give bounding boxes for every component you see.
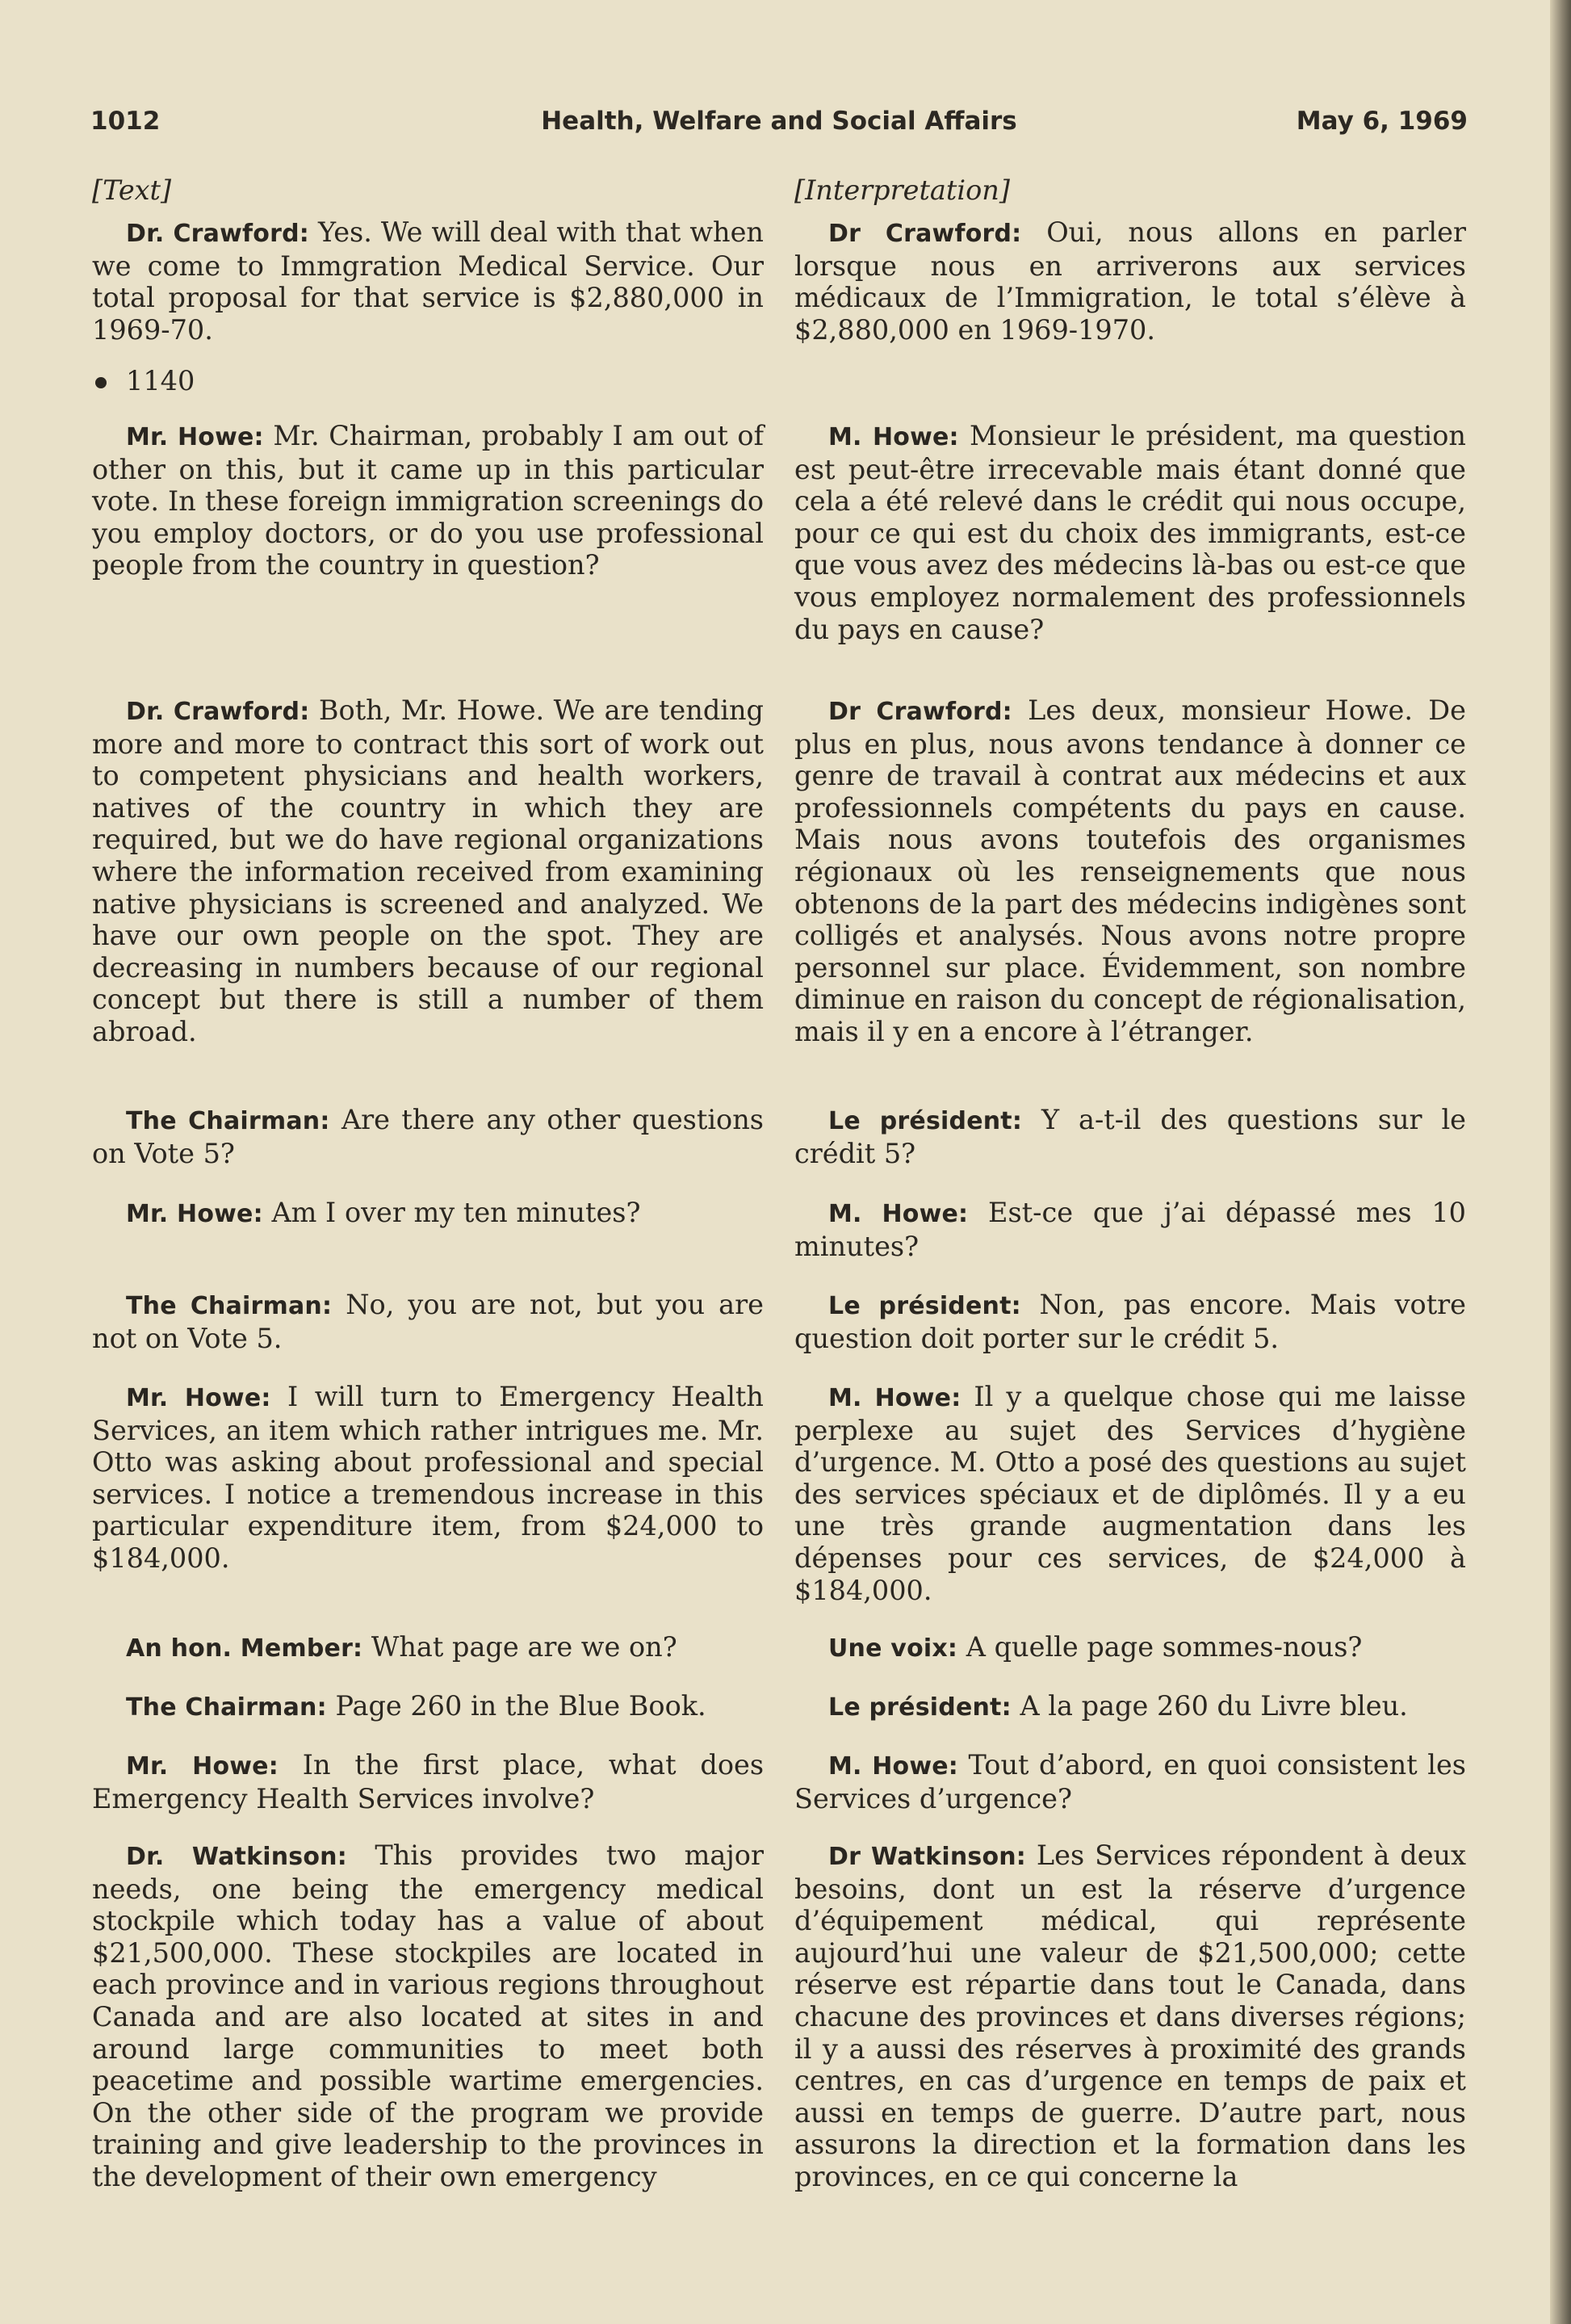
paragraph-text: No, you are not, but you are not on Vote 5. bbox=[92, 1289, 764, 1354]
speaker-label: M. Howe: bbox=[828, 423, 959, 451]
paragraph-text: Les Services répondent à deux besoins, dont un est la réserve d’urgence d’équipement médical, qui représente aujourd’hui une valeur de $21,500,000; cette réserve est répartie dans tout le Canada, dans chacune des provinces et dans diverses régions; il y a aussi des réserves à proximité des grands centres, en cas d’urgence en temps de paix et aussi en temps de guerre. D’autre part, nous assurons la direction et la formation dans les provinces, en ce qui concerne la bbox=[794, 1839, 1467, 2192]
paragraph-text: Tout d’abord, en quoi consistent les Services d’urgence? bbox=[794, 1749, 1466, 1814]
paragraph bbox=[794, 1104, 1466, 1169]
paragraph bbox=[92, 1381, 764, 1575]
speaker-label: Dr. Crawford: bbox=[126, 220, 309, 248]
running-title: Health, Welfare and Social Affairs bbox=[541, 107, 1017, 136]
speaker-label: Mr. Howe: bbox=[126, 423, 264, 451]
paragraph-text: Monsieur le président, ma question est peut-être irrecevable mais étant donné que cela a été relevé dans le crédit qui nous occupe, pour ce qui est du choix des immigrants, est-ce que vous avez des médecins là-bas ou est-ce que vous employez normalement des professionnels du pays en cause? bbox=[794, 420, 1467, 645]
paragraph bbox=[92, 1690, 764, 1724]
speaker-label: M. Howe: bbox=[828, 1752, 958, 1781]
time-marker-text: 1140 bbox=[126, 365, 195, 396]
paragraph-text: Yes. We will deal with that when we come to Immgration Medical Service. Our total proposal for that service is $2,880,000 in 1969-70. bbox=[92, 216, 765, 346]
paragraph-text: A la page 260 du Livre bleu. bbox=[1020, 1690, 1408, 1722]
speaker-label: Le président: bbox=[828, 1693, 1012, 1722]
speaker-label: Dr Crawford: bbox=[828, 698, 1012, 726]
speaker-label: M. Howe: bbox=[828, 1384, 961, 1412]
paragraph bbox=[92, 1104, 764, 1169]
section-label: [Text] bbox=[92, 174, 172, 206]
time-marker bbox=[95, 365, 767, 397]
speaker-label: Mr. Howe: bbox=[126, 1384, 271, 1412]
paragraph-text: Both, Mr. Howe. We are tending more and more to contract this sort of work out to competent physicians and health workers, natives of the country in which they are required, but we do have regional organizations where the information received from examining native physicians is screened and analyzed. We have our own people on the spot. They are decreasing in numbers because of our regional concept but there is still a number of them abroad. bbox=[92, 694, 765, 1047]
speaker-label: Dr Crawford: bbox=[828, 220, 1022, 248]
paragraph bbox=[794, 1631, 1466, 1665]
paragraph-text: Are there any other questions on Vote 5? bbox=[92, 1104, 764, 1169]
paragraph bbox=[794, 1839, 1466, 2193]
speaker-label: An hon. Member: bbox=[126, 1634, 363, 1663]
paragraph-text: Page 260 in the Blue Book. bbox=[335, 1690, 706, 1722]
paragraph bbox=[794, 694, 1466, 1048]
page-edge bbox=[1550, 0, 1571, 2324]
speaker-label: The Chairman: bbox=[126, 1107, 330, 1135]
speaker-label: Mr. Howe: bbox=[126, 1200, 263, 1228]
speaker-label: M. Howe: bbox=[828, 1200, 969, 1228]
speaker-label: Une voix: bbox=[828, 1634, 958, 1663]
speaker-label: Mr. Howe: bbox=[126, 1752, 279, 1781]
paragraph bbox=[794, 1690, 1466, 1724]
paragraph-text: Est-ce que j’ai dépassé mes 10 minutes? bbox=[794, 1197, 1466, 1262]
header-date: May 6, 1969 bbox=[1296, 107, 1468, 136]
paragraph-text: Les deux, monsieur Howe. De plus en plus, nous avons tendance à donner ce genre de travail à contrat aux médecins et aux professionnels compétents du pays en cause. Mais nous avons toutefois des organismes régionaux où les renseignements que nous obtenons de la part des médecins indigènes sont colligés et analysés. Nous avons notre propre personnel sur place. Évidemment, son nombre diminue en raison du concept de régionalisation, mais il y en a encore à l’étranger. bbox=[794, 694, 1466, 1047]
paragraph-text: In the first place, what does Emergency Health Services involve? bbox=[92, 1749, 765, 1814]
paragraph-text: Am I over my ten minutes? bbox=[271, 1197, 641, 1228]
paragraph bbox=[92, 1197, 764, 1231]
paragraph bbox=[92, 1749, 764, 1814]
paragraph bbox=[92, 1631, 764, 1665]
paragraph-text: Oui, nous allons en parler lorsque nous en arriverons aux services médicaux de l’Immigration, le total s’élève à $2,880,000 en 1969-1970. bbox=[794, 216, 1466, 346]
speaker-label: Dr. Watkinson: bbox=[126, 1843, 347, 1871]
paragraph bbox=[794, 420, 1466, 645]
paragraph-text: Mr. Chairman, probably I am out of other on this, but it came up in this particular vote. In these foreign immigration screenings do you employ doctors, or do you use professional people from the country in question? bbox=[92, 420, 764, 581]
paragraph bbox=[794, 1197, 1466, 1262]
bullet-icon bbox=[95, 377, 107, 388]
paragraph-text: Non, pas encore. Mais votre question doit porter sur le crédit 5. bbox=[794, 1289, 1467, 1354]
paragraph bbox=[92, 1839, 764, 2193]
page-header bbox=[90, 107, 1468, 147]
speaker-label: Dr Watkinson: bbox=[828, 1843, 1027, 1871]
paragraph bbox=[92, 420, 764, 581]
speaker-label: The Chairman: bbox=[126, 1693, 327, 1722]
paragraph-text: This provides two major needs, one being the emergency medical stockpile which today has a value of about $21,500,000. These stockpiles are located in each province and in various regions throughout Canada and are also located at sites in and around large communities to meet both peacetime and possible wartime emergencies. On the other side of the program we provide training and give leadership to the provinces in the development of their own emergency bbox=[92, 1839, 764, 2192]
paragraph bbox=[92, 216, 764, 346]
paragraph-text: Il y a quelque chose qui me laisse perplexe au sujet des Services d’hygiène d’urgence. M. Otto a posé des questions au sujet des services spéciaux et de diplômés. Il y a eu une très grande augmentation dans les dépenses pour ces services, de $24,000 à $184,000. bbox=[794, 1381, 1466, 1606]
speaker-label: Dr. Crawford: bbox=[126, 698, 310, 726]
section-label: [Interpretation] bbox=[794, 174, 1010, 206]
speaker-label: Le président: bbox=[828, 1292, 1021, 1320]
paragraph bbox=[92, 694, 764, 1048]
paragraph bbox=[794, 216, 1466, 346]
paragraph-text: What page are we on? bbox=[371, 1631, 677, 1663]
speaker-label: The Chairman: bbox=[126, 1292, 333, 1320]
paragraph bbox=[92, 1289, 764, 1354]
paragraph-text: Y a-t-il des questions sur le crédit 5? bbox=[794, 1104, 1467, 1169]
paragraph bbox=[794, 1289, 1466, 1354]
paragraph-text: I will turn to Emergency Health Services, an item which rather intrigues me. Mr. Otto was asking about professional and special services. I notice a tremendous increase in this particular expenditure item, from $24,000 to $184,000. bbox=[92, 1381, 764, 1574]
paragraph-text: A quelle page sommes-nous? bbox=[966, 1631, 1363, 1663]
paragraph bbox=[794, 1749, 1466, 1814]
paragraph bbox=[794, 1381, 1466, 1606]
page-number: 1012 bbox=[90, 107, 161, 136]
speaker-label: Le président: bbox=[828, 1107, 1023, 1135]
